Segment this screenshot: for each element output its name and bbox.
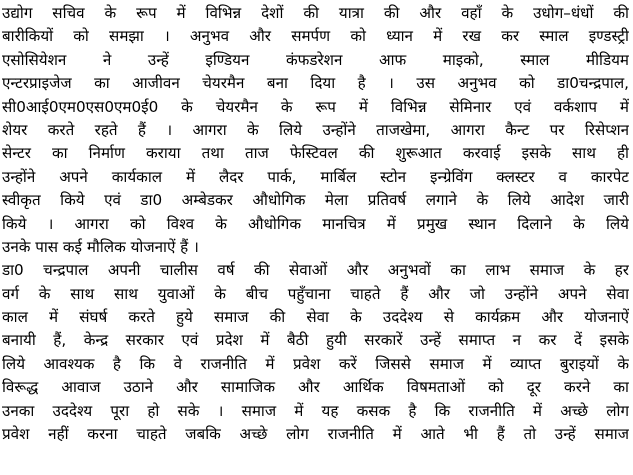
text-line: एन्टरप्राइजेज का आजीवन चेयरमैन बना दिया है । उस अनुभव को डा0चन्द्रपाल,	[2, 74, 629, 93]
text-line: प्रवेश नहीं करना चाहते जबकि अच्छे लोग राजनीति में आते भी हैं तो उन्हें समाज	[2, 425, 629, 444]
text-line: बारीकियों को समझा । अनुभव और समर्पण को ध्यान में रख कर स्माल इण्डस्ट्री	[2, 27, 629, 46]
text-line: काल में संघर्ष करते हुये समाज की सेवा के उददेश्य से कार्यक्रम और योजनाऐं	[2, 308, 629, 327]
paragraph-end-line: उनके पास कई मौलिक योजनाऐं हैं ।	[2, 237, 199, 256]
text-line: किये । आगरा को विश्व के औधोगिक मानचित्र में प्रमुख स्थान दिलाने के लिये	[2, 214, 629, 233]
text-line: उन्होंने अपने कार्यकाल में लैदर पार्क, मार्बिल स्टोन इन्ग्रेविंग क्लस्टर व कारपेट	[2, 167, 629, 186]
text-line: वर्ग के साथ साथ युवाओं के बीच पहुँचाना चाहते हैं और जो उन्होंने अपने सेवा	[2, 284, 629, 303]
text-line: डा0 चन्द्रपाल अपनी चालीस वर्ष की सेवाओं और अनुभवों का लाभ समाज के हर	[2, 261, 629, 280]
document-page	[2, 2, 629, 446]
text-line: स्वीकृत किये एवं डा0 अम्बेडकर औधोगिक मेला प्रतिवर्ष लगाने के लिये आदेश जारी	[2, 191, 629, 210]
text-line: लिये आवश्यक है कि वे राजनीति में प्रवेश करें जिससे समाज में व्याप्त बुराइयों के	[2, 354, 629, 373]
text-line: उनका उददेश्य पूरा हो सके । समाज में यह कसक है कि राजनीति में अच्छे लोग	[2, 401, 629, 420]
text-line: विरूद्ध आवाज उठाने और सामाजिक और आर्थिक विषमताओं को दूर करने का	[2, 378, 629, 397]
text-line: सेन्टर का निर्माण कराया तथा ताज फेस्टिवल की शुरूआत करवाई इसके साथ ही	[2, 144, 629, 163]
text-line: एसोसियेशन ने उन्हें इण्डियन कंफडरेशन आफ माइको, स्माल मीडियम	[2, 50, 629, 69]
text-line: शेयर करते रहते हैं । आगरा के लिये उन्होंने ताजखेमा, आगरा कैन्ट पर रिसेप्शन	[2, 120, 629, 139]
text-line: बनायी हैं, केन्द्र सरकार एवं प्रदेश में बैठी हुयी सरकारें उन्हें समाप्त न कर दें इसके	[2, 331, 629, 350]
text-line: सी0आई0एम0एस0एम0ई0 के चेयरमैन के रूप में विभिन्न सेमिनार एवं वर्कशाप में	[2, 97, 629, 116]
text-line: उद्योग सचिव के रूप में विभिन्न देशों की यात्रा की और वहाँ के उधोग–धंधों की	[2, 4, 629, 22]
